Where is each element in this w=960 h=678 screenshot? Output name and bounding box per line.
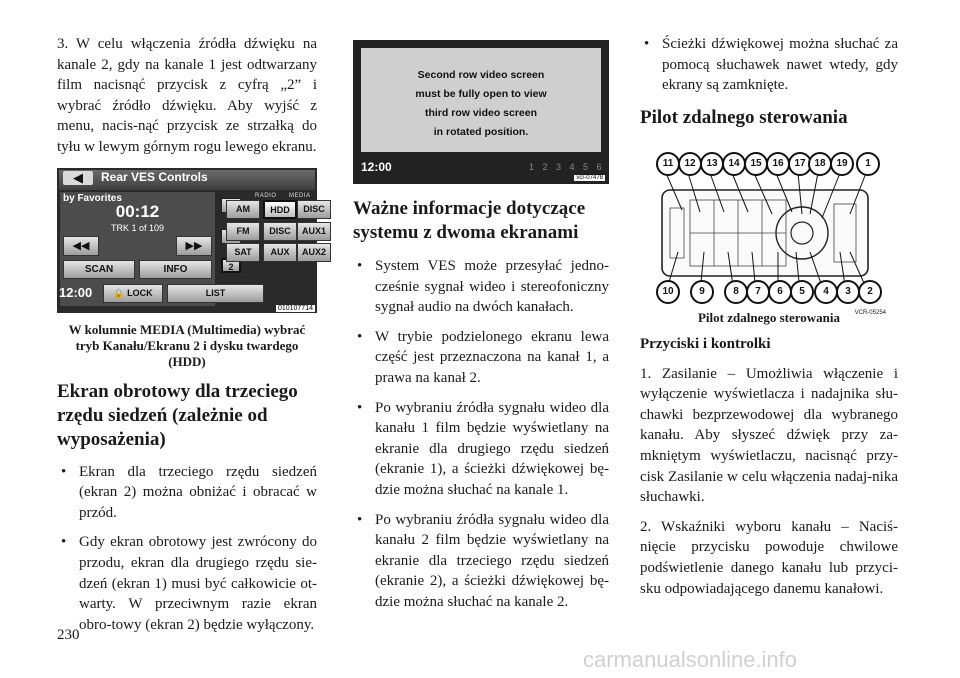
radio-header: RADIO [255, 192, 277, 199]
list-item: • Po wybraniu źródła sygnału wideo dla kanału 1 film będzie wyświetlany na ekranie dla drugiego rzędu siedzeń (ekranie 1), a ścieżki dźwiękowej bę-dzie można słuchać na kanale 1. [353, 398, 609, 501]
callout-number: 12 [678, 152, 702, 176]
lock-icon: 🔒 [113, 287, 125, 298]
callout-number: 7 [746, 280, 770, 304]
source-button[interactable]: AM [226, 200, 260, 219]
callout-number: 18 [808, 152, 832, 176]
list-item: • System VES może przesyłać jedno-cześnie sygnał wideo i stereofoniczny sygnał audio na dwóch kanałach. [353, 256, 609, 318]
list-button[interactable]: LIST [167, 284, 264, 303]
track-info: TRK 1 of 109 [110, 222, 165, 233]
page-number: 230 [57, 627, 80, 643]
source-button[interactable]: HDD [263, 200, 297, 219]
section-heading-remote: Pilot zdalnego sterowania [640, 106, 848, 128]
watermark: carmanualsonline.info [583, 647, 798, 672]
figure-code: vcr-07478 [576, 175, 603, 181]
message-line: Second row video screen [417, 69, 545, 81]
message-line: in rotated position. [433, 126, 529, 138]
rewind-button[interactable]: ◀◀ [63, 236, 99, 256]
callout-number: 17 [788, 152, 812, 176]
channel-indicators: 1 2 3 4 5 6 [529, 162, 605, 172]
callout-number: 8 [724, 280, 748, 304]
callout-number: 4 [814, 280, 838, 304]
media-header: MEDIA [289, 192, 311, 199]
callout-number: 2 [858, 280, 882, 304]
source-button[interactable]: SAT [226, 243, 260, 262]
list-item: • Gdy ekran obrotowy jest zwrócony do przodu, ekran dla drugiego rzędu sie-dzeń (ekran 1) musi być całkowicie ot-warty. W przeciwnym razie ekran obro-towy (ekran 2) będzie wyłączony. [57, 532, 317, 635]
lock-label: LOCK [127, 287, 153, 298]
source-button[interactable]: FM [226, 222, 260, 241]
callout-number: 3 [836, 280, 860, 304]
screen-warning-message [361, 66, 601, 142]
favorites-label: by Favorites [63, 192, 122, 204]
screen-message-area [361, 48, 601, 152]
callout-number: 9 [690, 280, 714, 304]
column-left [57, 34, 326, 644]
ves-title: Rear VES Controls [101, 169, 208, 184]
list-item: • Ekran dla trzeciego rzędu siedzeń (ekran 2) można obniżać i obracać w przód. [57, 462, 317, 524]
play-time: 00:12 [115, 201, 160, 221]
rear-ves-controls-screen [57, 168, 326, 313]
callout-number: 11 [656, 152, 680, 176]
callout-number: 14 [722, 152, 746, 176]
callout-number: 1 [856, 152, 880, 176]
callout-number: 15 [744, 152, 768, 176]
info-button[interactable]: INFO [139, 260, 212, 279]
source-button[interactable]: AUX2 [297, 243, 331, 262]
list-item: • W trybie podzielonego ekranu lewa część jest przeznaczona na kanał 1, a prawa na kanał 2. [353, 327, 609, 389]
callout-number: 19 [830, 152, 854, 176]
list-item: • Ścieżki dźwiękowej można słuchać za pomocą słuchawek nawet wtedy, gdy ekrany są zamknięte. [640, 34, 898, 96]
intro-paragraph: 3. W celu włączenia źródła dźwięku na kanale 2, gdy na kanale 1 jest odtwarzany film nacisnąć przycisk z cyfrą „2” i wybrać źródło dźwięku. Aby wyjść z menu, nacis-nąć przycisk ze strzałką do tyłu w lewym górnym rogu lewego ekranu. [57, 36, 317, 155]
callout-number: 13 [700, 152, 724, 176]
buttons-subheading: Przyciski i kontrolki [640, 336, 771, 352]
source-button[interactable]: AUX [263, 243, 297, 262]
rotated-screen-warning-image [353, 40, 609, 184]
figure-caption: W kolumnie MEDIA (Multimedia) wybrać tryb Kanału/Ekranu 2 i dysku twardego (HDD) [68, 321, 306, 369]
screen-clock: 12:00 [361, 160, 392, 174]
section-heading-dual-screen: Ważne informacje dotyczące systemu z dwoma ekranami [353, 198, 586, 243]
bullet-list-middle [353, 256, 609, 613]
remote-control-diagram [654, 152, 886, 316]
remote-caption: Pilot zdalnego sterowania [697, 310, 841, 325]
callout-number: 10 [656, 280, 680, 304]
bullet-list-right [640, 34, 898, 96]
screen-clock: 12:00 [59, 284, 93, 300]
column-right [640, 34, 898, 597]
source-button[interactable]: AUX1 [297, 222, 331, 241]
list-item: • Po wybraniu źródła sygnału wideo dla kanału 2 film będzie wyświetlany na ekranie dla trzeciego rzędu siedzeń (ekranie 2), a ścieżki dźwiękowej bę-dzie można słuchać na kanale 2. [353, 510, 609, 613]
source-button[interactable]: DISC [297, 200, 331, 219]
paragraph-power: 1. Zasilanie – Umożliwia włączenie i wyłączenie wyświetlacza i nadajnika słu-chawki bezprzewodowej dla wybranego kanału. Aby słyszeć dźwięk przy za-mkniętym wyświetlaczu, nacisnąć przy-cisk Zasilanie w celu włączenia nadaj-nika słuchawki. [640, 365, 898, 506]
message-line: third row video screen [424, 107, 538, 119]
callout-number: 16 [766, 152, 790, 176]
bullet-list-left [57, 462, 317, 636]
figure-code: 010107714 [277, 304, 313, 312]
scan-button[interactable]: SCAN [63, 260, 135, 279]
callout-number: 6 [768, 280, 792, 304]
figure-code: VCR-05254 [854, 310, 886, 316]
fast-forward-button[interactable]: ▶▶ [176, 236, 212, 256]
source-button[interactable]: DISC [263, 222, 297, 241]
callout-number: 5 [790, 280, 814, 304]
message-line: must be fully open to view [415, 88, 547, 100]
channel-2-button[interactable]: 2 [221, 258, 241, 273]
section-heading-rotating-screen: Ekran obrotowy dla trzeciego rzędu siedzeń (zależnie od wyposażenia) [57, 380, 298, 450]
back-arrow-icon[interactable]: ◀ [63, 171, 93, 185]
lock-button[interactable] [103, 284, 163, 303]
paragraph-channel-indicators: 2. Wskaźniki wyboru kanału – Naciś-nięcie przycisku powoduje chwilowe podświetlenie danego kanału lub przyci-sku odpowiadającego danemu kanałowi. [640, 518, 898, 597]
